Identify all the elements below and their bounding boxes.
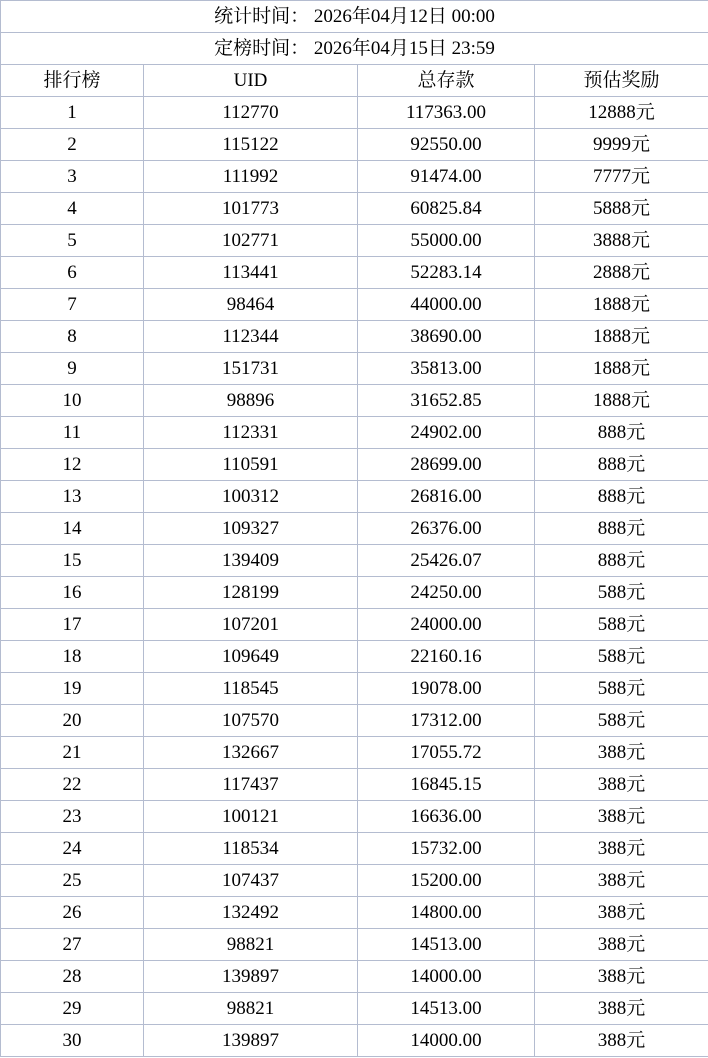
final-time-row	[1, 33, 708, 65]
reward-cell: 888元	[535, 513, 708, 545]
table-row	[1, 641, 708, 673]
total-deposit-cell: 14513.00	[358, 929, 535, 961]
reward-cell: 588元	[535, 641, 708, 673]
table-row	[1, 481, 708, 513]
reward-cell: 888元	[535, 449, 708, 481]
total-deposit-cell: 55000.00	[358, 225, 535, 257]
total-deposit-cell: 14800.00	[358, 897, 535, 929]
reward-cell: 388元	[535, 1025, 708, 1057]
table-row	[1, 257, 708, 289]
reward-cell: 388元	[535, 801, 708, 833]
table-row	[1, 225, 708, 257]
rank-cell: 25	[1, 865, 144, 897]
rank-cell: 4	[1, 193, 144, 225]
reward-cell: 388元	[535, 929, 708, 961]
rank-cell: 28	[1, 961, 144, 993]
rank-cell: 20	[1, 705, 144, 737]
total-deposit-cell: 117363.00	[358, 97, 535, 129]
total-deposit-cell: 91474.00	[358, 161, 535, 193]
table-row	[1, 833, 708, 865]
reward-cell: 888元	[535, 545, 708, 577]
rank-cell: 9	[1, 353, 144, 385]
rank-cell: 2	[1, 129, 144, 161]
rank-cell: 18	[1, 641, 144, 673]
table-row	[1, 865, 708, 897]
total-deposit-cell: 24000.00	[358, 609, 535, 641]
rank-cell: 6	[1, 257, 144, 289]
reward-cell: 5888元	[535, 193, 708, 225]
total-deposit-cell: 31652.85	[358, 385, 535, 417]
total-deposit-cell: 16636.00	[358, 801, 535, 833]
reward-cell: 388元	[535, 961, 708, 993]
rank-cell: 1	[1, 97, 144, 129]
reward-cell: 588元	[535, 609, 708, 641]
total-deposit-cell: 25426.07	[358, 545, 535, 577]
total-deposit-cell: 28699.00	[358, 449, 535, 481]
uid-cell: 110591	[144, 449, 358, 481]
total-deposit-cell: 16845.15	[358, 769, 535, 801]
rank-cell: 15	[1, 545, 144, 577]
reward-cell: 588元	[535, 577, 708, 609]
rank-cell: 17	[1, 609, 144, 641]
reward-cell: 888元	[535, 417, 708, 449]
reward-cell: 388元	[535, 737, 708, 769]
column-header-row	[1, 65, 708, 97]
uid-cell: 112331	[144, 417, 358, 449]
total-deposit-cell: 24250.00	[358, 577, 535, 609]
uid-cell: 107570	[144, 705, 358, 737]
reward-cell: 588元	[535, 673, 708, 705]
table-row	[1, 1025, 708, 1057]
column-header-reward: 预估奖励	[535, 65, 708, 97]
table-row	[1, 321, 708, 353]
table-row	[1, 385, 708, 417]
reward-cell: 1888元	[535, 321, 708, 353]
total-deposit-cell: 17312.00	[358, 705, 535, 737]
ranking-rows	[1, 97, 708, 1057]
uid-cell: 111992	[144, 161, 358, 193]
table-row	[1, 769, 708, 801]
table-row	[1, 961, 708, 993]
uid-cell: 139897	[144, 961, 358, 993]
uid-cell: 118534	[144, 833, 358, 865]
reward-cell: 2888元	[535, 257, 708, 289]
table-row	[1, 929, 708, 961]
total-deposit-cell: 14513.00	[358, 993, 535, 1025]
table-row	[1, 417, 708, 449]
uid-cell: 102771	[144, 225, 358, 257]
table-row	[1, 673, 708, 705]
table-row	[1, 737, 708, 769]
table-row	[1, 897, 708, 929]
table-row	[1, 801, 708, 833]
rank-cell: 7	[1, 289, 144, 321]
total-deposit-cell: 15200.00	[358, 865, 535, 897]
rank-cell: 5	[1, 225, 144, 257]
reward-cell: 12888元	[535, 97, 708, 129]
rank-cell: 26	[1, 897, 144, 929]
uid-cell: 98896	[144, 385, 358, 417]
table-row	[1, 545, 708, 577]
total-deposit-cell: 15732.00	[358, 833, 535, 865]
reward-cell: 388元	[535, 993, 708, 1025]
rank-cell: 8	[1, 321, 144, 353]
uid-cell: 118545	[144, 673, 358, 705]
reward-cell: 588元	[535, 705, 708, 737]
uid-cell: 132667	[144, 737, 358, 769]
uid-cell: 98821	[144, 929, 358, 961]
table-row	[1, 705, 708, 737]
reward-cell: 7777元	[535, 161, 708, 193]
rank-cell: 29	[1, 993, 144, 1025]
total-deposit-cell: 52283.14	[358, 257, 535, 289]
total-deposit-cell: 35813.00	[358, 353, 535, 385]
total-deposit-cell: 19078.00	[358, 673, 535, 705]
table-row	[1, 449, 708, 481]
uid-cell: 107201	[144, 609, 358, 641]
uid-cell: 151731	[144, 353, 358, 385]
table-row	[1, 513, 708, 545]
uid-cell: 115122	[144, 129, 358, 161]
total-deposit-cell: 22160.16	[358, 641, 535, 673]
total-deposit-cell: 60825.84	[358, 193, 535, 225]
uid-cell: 128199	[144, 577, 358, 609]
total-deposit-cell: 14000.00	[358, 961, 535, 993]
stat-time: 统计时间： 2026年04月12日 00:00	[1, 1, 708, 33]
rank-cell: 23	[1, 801, 144, 833]
rank-cell: 16	[1, 577, 144, 609]
column-header-uid: UID	[144, 65, 358, 97]
rank-cell: 30	[1, 1025, 144, 1057]
rank-cell: 24	[1, 833, 144, 865]
total-deposit-cell: 26816.00	[358, 481, 535, 513]
rank-cell: 22	[1, 769, 144, 801]
uid-cell: 100312	[144, 481, 358, 513]
column-header-rank: 排行榜	[1, 65, 144, 97]
table-row	[1, 577, 708, 609]
uid-cell: 139897	[144, 1025, 358, 1057]
reward-cell: 388元	[535, 865, 708, 897]
rank-cell: 21	[1, 737, 144, 769]
reward-cell: 9999元	[535, 129, 708, 161]
total-deposit-cell: 14000.00	[358, 1025, 535, 1057]
total-deposit-cell: 24902.00	[358, 417, 535, 449]
reward-cell: 1888元	[535, 385, 708, 417]
uid-cell: 112344	[144, 321, 358, 353]
rank-cell: 14	[1, 513, 144, 545]
uid-cell: 107437	[144, 865, 358, 897]
uid-cell: 98464	[144, 289, 358, 321]
rank-cell: 11	[1, 417, 144, 449]
uid-cell: 132492	[144, 897, 358, 929]
rank-cell: 13	[1, 481, 144, 513]
table-row	[1, 97, 708, 129]
stat-time-row	[1, 1, 708, 33]
table-row	[1, 609, 708, 641]
reward-cell: 3888元	[535, 225, 708, 257]
total-deposit-cell: 44000.00	[358, 289, 535, 321]
total-deposit-cell: 26376.00	[358, 513, 535, 545]
table-row	[1, 353, 708, 385]
uid-cell: 112770	[144, 97, 358, 129]
uid-cell: 139409	[144, 545, 358, 577]
rank-cell: 3	[1, 161, 144, 193]
reward-cell: 388元	[535, 833, 708, 865]
reward-cell: 388元	[535, 769, 708, 801]
rank-cell: 10	[1, 385, 144, 417]
total-deposit-cell: 17055.72	[358, 737, 535, 769]
reward-cell: 1888元	[535, 353, 708, 385]
uid-cell: 109649	[144, 641, 358, 673]
uid-cell: 117437	[144, 769, 358, 801]
total-deposit-cell: 38690.00	[358, 321, 535, 353]
total-deposit-cell: 92550.00	[358, 129, 535, 161]
reward-cell: 1888元	[535, 289, 708, 321]
table-row	[1, 161, 708, 193]
rank-cell: 19	[1, 673, 144, 705]
uid-cell: 113441	[144, 257, 358, 289]
rank-cell: 27	[1, 929, 144, 961]
table-row	[1, 289, 708, 321]
rank-cell: 12	[1, 449, 144, 481]
table-row	[1, 993, 708, 1025]
reward-cell: 888元	[535, 481, 708, 513]
table-row	[1, 193, 708, 225]
column-header-total-deposit: 总存款	[358, 65, 535, 97]
table-row	[1, 129, 708, 161]
uid-cell: 98821	[144, 993, 358, 1025]
final-time: 定榜时间： 2026年04月15日 23:59	[1, 33, 708, 65]
uid-cell: 100121	[144, 801, 358, 833]
reward-cell: 388元	[535, 897, 708, 929]
uid-cell: 109327	[144, 513, 358, 545]
uid-cell: 101773	[144, 193, 358, 225]
